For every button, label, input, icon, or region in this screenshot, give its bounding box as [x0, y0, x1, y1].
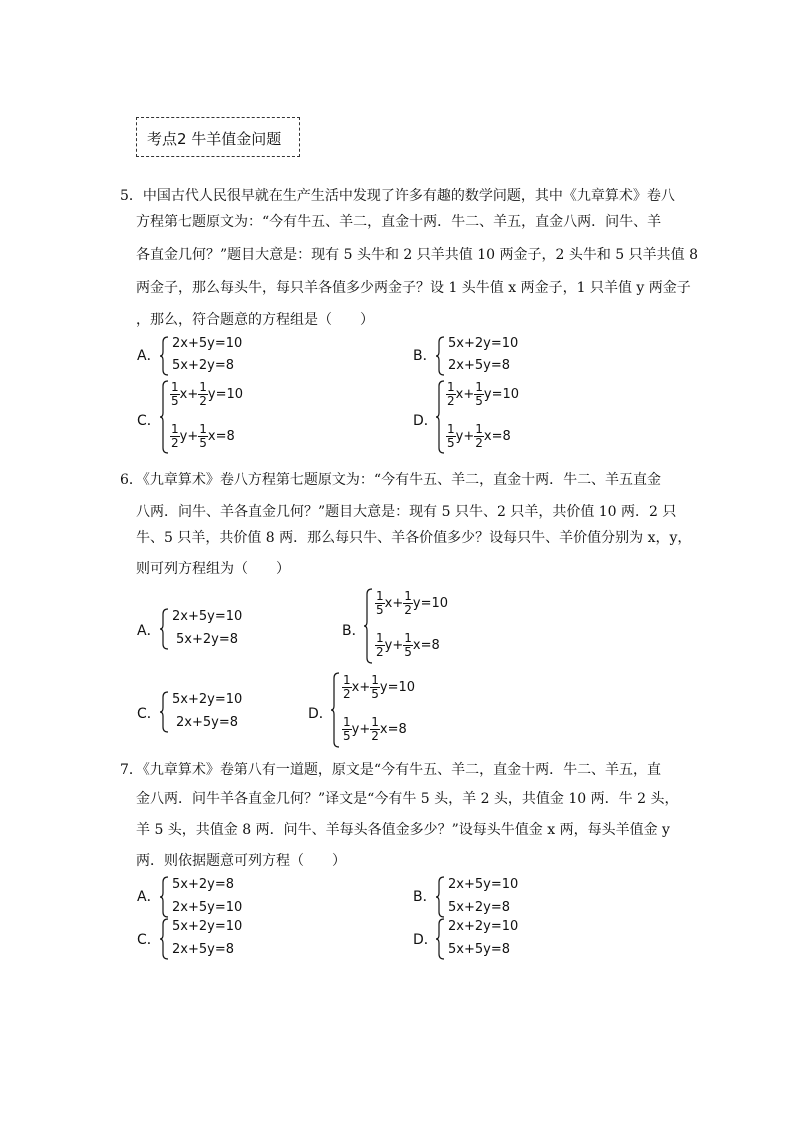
- q5-option-a-eq1: 2x+5y=10: [172, 336, 243, 351]
- q5-option-a-label[interactable]: A．: [137, 348, 161, 364]
- q7-option-c-label[interactable]: C．: [137, 932, 161, 948]
- q6-line-3: 牛、5 只羊，共价值 8 两．那么每只牛、羊各价值多少？设每只牛、羊价值分别为 x，y，: [136, 530, 692, 546]
- q6-option-d-label[interactable]: D．: [308, 706, 333, 722]
- q6-option-a-eq2: 5x+2y=8: [176, 632, 238, 647]
- q7-option-a-label[interactable]: A．: [137, 889, 161, 905]
- q5-line-2: 方程第七题原文为：“今有牛五、羊二，直金十两．牛二、羊五，直金八两．问牛、羊: [136, 214, 662, 230]
- q5-option-d-eq1: $\frac{1}{2}$ x+ $\frac{1}{5}$ y=10: [447, 380, 520, 408]
- brace-icon: [160, 691, 170, 733]
- brace-icon: [160, 876, 170, 918]
- q7-option-b-eq1: 2x+5y=10: [448, 877, 519, 892]
- q7-line-1: 7．《九章算术》卷第八有一道题，原文是“今有牛五、羊二，直金十两．牛二、羊五，直: [120, 762, 662, 778]
- q7-option-b-eq2: 5x+2y=8: [448, 900, 510, 915]
- q5-option-c-label[interactable]: C．: [137, 413, 161, 429]
- brace-icon: [160, 918, 170, 960]
- q7-option-c-eq2: 2x+5y=8: [172, 942, 234, 957]
- q6-line-2: 八两．问牛、羊各直金几何？”题目大意是：现有 5 只牛、2 只羊，共价值 10 两．2 只: [136, 504, 677, 520]
- q6-option-a-eq1: 2x+5y=10: [172, 609, 243, 624]
- q5-line-1: 5．中国古代人民很早就在生产生活中发现了许多有趣的数学问题，其中《九章算术》卷八: [120, 188, 675, 204]
- q6-option-c-eq1: 5x+2y=10: [172, 692, 243, 707]
- brace-icon: [160, 608, 170, 650]
- q6-option-b-eq2: $\frac{1}{2}$ y+ $\frac{1}{5}$ x=8: [376, 631, 440, 659]
- brace-icon: [160, 380, 170, 454]
- brace-icon: [436, 876, 446, 918]
- q7-line-2: 金八两．问牛羊各直金几何？”译文是“今有牛 5 头，羊 2 头，共值金 10 两．牛 2 头，: [136, 791, 679, 807]
- q7-option-a-eq1: 5x+2y=8: [172, 877, 234, 892]
- q5-line-3: 各直金几何？”题目大意是：现有 5 头牛和 2 只羊共值 10 两金子，2 头牛和 5 只羊共值 8: [136, 247, 699, 263]
- q6-option-c-label[interactable]: C．: [137, 706, 161, 722]
- q6-option-d-eq2: $\frac{1}{5}$ y+ $\frac{1}{2}$ x=8: [343, 715, 407, 743]
- q6-option-d-eq1: $\frac{1}{2}$ x+ $\frac{1}{5}$ y=10: [343, 673, 416, 701]
- q5-option-b-eq2: 2x+5y=8: [448, 358, 510, 373]
- brace-icon: [331, 672, 341, 748]
- q7-line-3: 羊 5 头，共值金 8 两．问牛、羊每头各值金多少？”设每头牛值金 x 两，每头羊值金 y: [136, 822, 670, 838]
- q5-option-b-label[interactable]: B．: [413, 348, 437, 364]
- q6-line-1: 6．《九章算术》卷八方程第七题原文为：“今有牛五、羊二，直金十两．牛二、羊五直金: [120, 472, 662, 488]
- q6-line-4: 则可列方程组为（ ）: [136, 561, 290, 577]
- q6-option-b-eq1: $\frac{1}{5}$ x+ $\frac{1}{2}$ y=10: [376, 589, 449, 617]
- q5-option-b-eq1: 5x+2y=10: [448, 336, 519, 351]
- brace-icon: [436, 336, 446, 376]
- q7-line-4: 两．则依据题意可列方程（ ）: [136, 853, 346, 869]
- brace-icon: [364, 588, 374, 664]
- q7-option-d-eq2: 5x+5y=8: [448, 942, 510, 957]
- q5-line-4: 两金子，那么每头牛，每只羊各值多少两金子？设 1 头牛值 x 两金子，1 只羊值 y 两金子: [136, 280, 691, 296]
- q5-option-c-eq1: $\frac{1}{5}$ x+ $\frac{1}{2}$ y=10: [171, 380, 244, 408]
- brace-icon: [436, 380, 446, 454]
- q7-option-d-eq1: 2x+2y=10: [448, 919, 519, 934]
- q7-option-d-label[interactable]: D．: [413, 932, 438, 948]
- q7-option-c-eq1: 5x+2y=10: [172, 919, 243, 934]
- brace-icon: [160, 336, 170, 376]
- brace-icon: [436, 918, 446, 960]
- q6-option-b-label[interactable]: B．: [342, 623, 366, 639]
- q5-option-a-eq2: 5x+2y=8: [172, 358, 234, 373]
- q5-option-c-eq2: $\frac{1}{2}$ y+ $\frac{1}{5}$ x=8: [171, 422, 235, 450]
- q6-option-c-eq2: 2x+5y=8: [176, 715, 238, 730]
- section-header-box: [136, 117, 300, 157]
- q5-option-d-eq2: $\frac{1}{5}$ y+ $\frac{1}{2}$ x=8: [447, 422, 511, 450]
- q6-option-a-label[interactable]: A．: [137, 623, 161, 639]
- q7-option-b-label[interactable]: B．: [413, 889, 437, 905]
- section-title: 考点2 牛羊值金问题: [147, 130, 282, 148]
- q7-option-a-eq2: 2x+5y=10: [172, 900, 243, 915]
- q5-option-d-label[interactable]: D．: [413, 413, 438, 429]
- q5-line-5: ，那么，符合题意的方程组是（ ）: [136, 312, 374, 328]
